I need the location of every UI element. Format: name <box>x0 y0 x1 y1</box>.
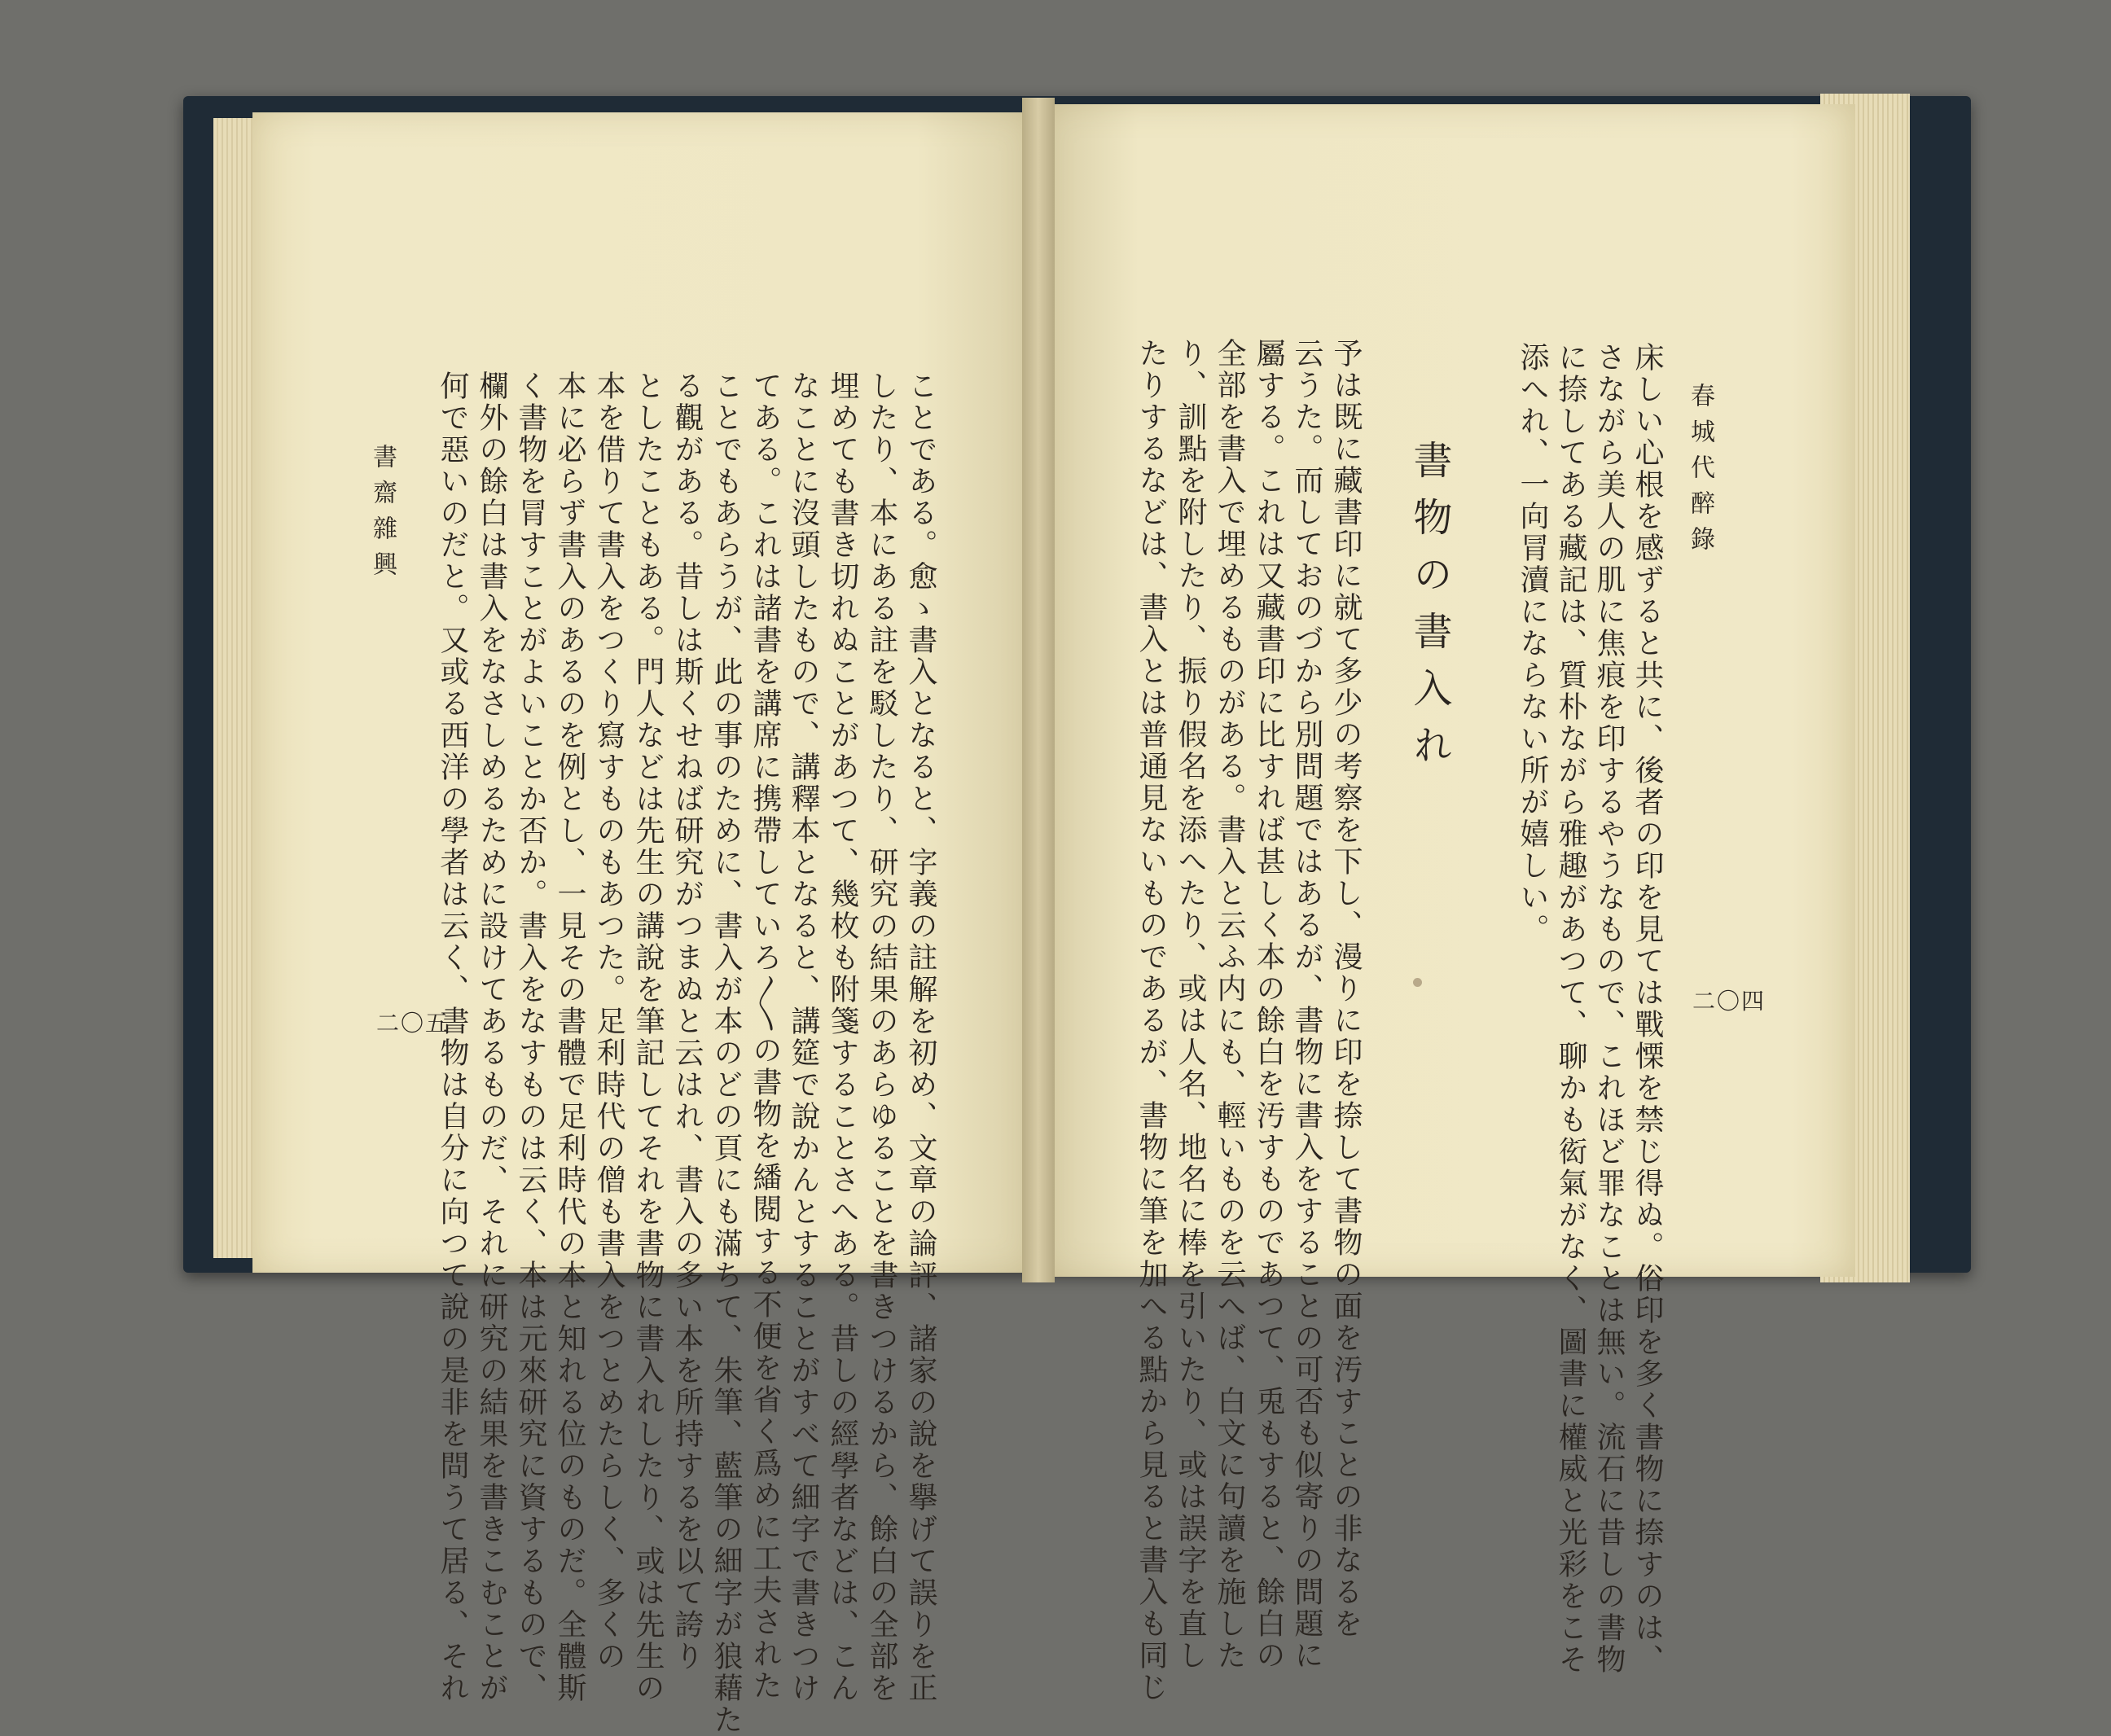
intro-column: 床しい心根を感ずると共に、後者の印を見ては戰慄を禁じ得ぬ。俗印を多く書物に捺すのは、 <box>1630 342 1664 1676</box>
left-body-column: 欄外の餘白は書入をなさしめるために設けてあるものだ、それに研究の結果を書きこむことが <box>475 370 508 1704</box>
left-body-column: としたこともある。門人などは先生の講說を筆記してそれを書物に書入れしたり、或は先生の <box>631 370 665 1704</box>
right-body-column: 屬する。これは又藏書印に比すれば甚しく本の餘白を汚すものであつて、兎もすると、餘白の <box>1252 338 1285 1672</box>
right-body-column: 予は既に藏書印に就て多少の考察を下し、漫りに印を捺して書物の面を汚すことの非なるを <box>1329 338 1363 1640</box>
book-gutter <box>1022 98 1055 1282</box>
right-body-column: 全部を書入で埋めるものがある。書入と云ふ内にも、輕いものを云へば、白文に句讀を施した <box>1213 338 1246 1672</box>
running-head: 書齋雜興 <box>368 444 397 587</box>
left-body-column: したり、本にある註を駁したり、研究の結果のあらゆることを書きつけるから、餘白の全部を <box>865 370 898 1704</box>
right-body-column: たりするなどは、書入とは普通見ないものであるが、書物に筆を加へる點から見ると書入も同じ <box>1134 338 1168 1703</box>
running-head: 春城代醉錄 <box>1686 383 1714 562</box>
page-number: 二〇五 <box>376 1010 450 1037</box>
right-body-column: 云うた。而しておのづから別問題ではあるが、書物に書入をすることの可否も似寄りの問題に <box>1290 338 1323 1672</box>
left-body-column: てある。これは諸書を講席に携帶していろ〳〵の書物を繙閱する不便を省く爲めに工夫された <box>748 370 782 1702</box>
intro-column: に捺してある藏記は、質朴ながら雅趣があつて、聊かも衒氣がなく、圖書に權威と光彩をこそ <box>1554 342 1587 1676</box>
intro-column: 添へれ、一向冐瀆にならない所が嬉しい。 <box>1516 342 1549 945</box>
left-body-column: なことに沒頭したもので、講釋本となると、講筵で說かんとすることがすべて細字で書きつけ <box>787 370 820 1704</box>
right-body-column: り、訓點を附したり、振り假名を添へたり、或は人名、地名に棒を引いたり、或は誤字を直し <box>1174 338 1207 1672</box>
left-body-column: 本に必らず書入のあるのを例とし、一見その書體で足利時代の本と知れる位のものだ。全體斯 <box>553 370 586 1704</box>
left-body-column: 何で惡いのだと。又或る西洋の學者は云く、書物は自分に向つて說の是非を問うて居る、それ <box>436 370 469 1704</box>
left-body-column: 本を借りて書入をつくり寫すものもあつた。足利時代の僧も書入をつとめたらしく、多くの <box>592 370 625 1672</box>
left-body-column: ことである。愈ゝ書入となると、字義の註解を初め、文章の論評、諸家の說を擧げて誤りを正 <box>904 370 937 1704</box>
ink-spot <box>1413 978 1422 987</box>
section-title: 書物の書入れ <box>1407 440 1452 782</box>
intro-column: さながら美人の肌に焦痕を印するやうなもので、これほど罪なことは無い。流石に昔しの書物 <box>1592 342 1626 1676</box>
left-body-column: く書物を冐すことがよいことか否か。書入をなすものは云く、本は元來研究に資するもので、 <box>514 370 547 1704</box>
left-body-column: る觀がある。昔しは斯くせねば研究がつまぬと云はれ、書入の多い本を所持するを以て誇り <box>670 370 704 1672</box>
page-number: 二〇四 <box>1692 988 1766 1015</box>
left-body-column: 埋めても書き切れぬことがあつて、幾枚も附箋することさへある。昔しの經學者などは、こん <box>826 370 859 1704</box>
left-body-column: ことでもあらうが、此の事のために、書入が本のどの頁にも滿ちて、朱筆、藍筆の細字が狼藉た <box>709 370 743 1736</box>
